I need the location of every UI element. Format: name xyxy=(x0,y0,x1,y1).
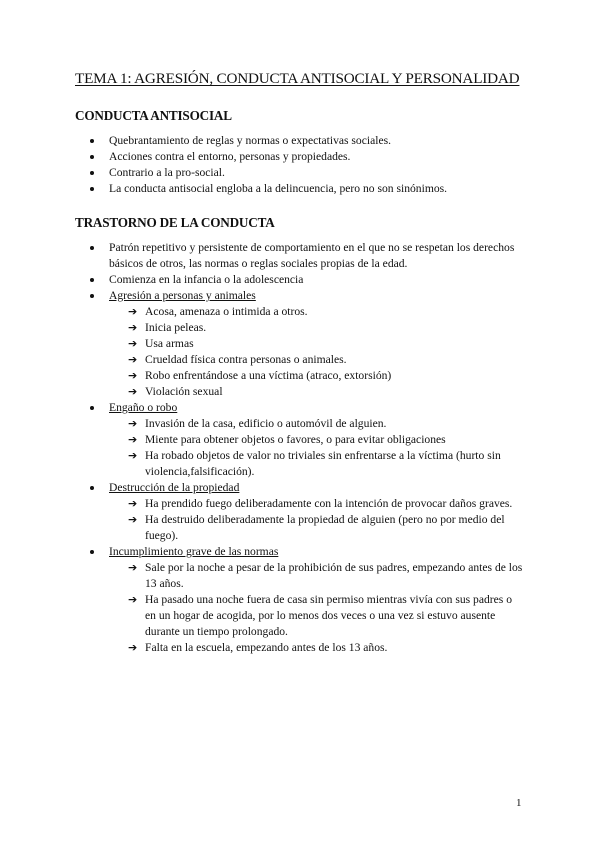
arrow-right-icon: ➔ xyxy=(128,305,138,318)
sub-list-item: ➔ Miente para obtener objetos o favores, o para evitar obligaciones xyxy=(128,433,446,446)
list-item-group-engano xyxy=(75,400,525,480)
sub-list-item: ➔ Crueldad física contra personas o animales. xyxy=(128,353,347,366)
list-item-group-incumplimiento xyxy=(75,544,525,656)
arrow-right-icon: ➔ xyxy=(128,449,138,462)
list-item-group-agresion xyxy=(75,288,525,400)
sub-list-item: ➔ Inicia peleas. xyxy=(128,321,207,334)
section-heading-conducta-antisocial: CONDUCTA ANTISOCIAL xyxy=(75,108,232,123)
arrow-right-icon: ➔ xyxy=(128,369,138,382)
bullet-list-conducta-antisocial xyxy=(75,133,525,197)
group-label-destruccion: Destrucción de la propiedad xyxy=(109,481,240,494)
sub-list-item: ➔ Acosa, amenaza o intimida a otros. xyxy=(128,305,308,318)
list-item: Acciones contra el entorno, personas y propiedades. xyxy=(75,149,525,165)
document-title: TEMA 1: AGRESIÓN, CONDUCTA ANTISOCIAL Y PERSONALIDAD xyxy=(75,70,520,87)
arrow-right-icon: ➔ xyxy=(128,561,138,574)
arrow-right-icon: ➔ xyxy=(128,497,138,510)
list-item: Comienza en la infancia o la adolescencia xyxy=(75,272,525,288)
sub-list-item: ➔ Ha destruido deliberadamente la propiedad de alguien (pero no por medio del fuego). xyxy=(128,513,505,542)
list-item: La conducta antisocial engloba a la delincuencia, pero no son sinónimos. xyxy=(75,181,525,197)
arrow-right-icon: ➔ xyxy=(128,417,138,430)
bullet-list-trastorno-conducta xyxy=(75,240,525,656)
sub-list-engano xyxy=(109,416,525,480)
sub-list-item: ➔ Ha prendido fuego deliberadamente con la intención de provocar daños graves. xyxy=(128,497,513,510)
sub-list-item: ➔ Invasión de la casa, edificio o automóvil de alguien. xyxy=(128,417,387,430)
arrow-right-icon: ➔ xyxy=(128,433,138,446)
sub-list-item: ➔ Usa armas xyxy=(128,337,194,350)
sub-list-item: ➔ Violación sexual xyxy=(128,385,223,398)
sub-list-item: ➔ Sale por la noche a pesar de la prohibición de sus padres, empezando antes de los 13 años. xyxy=(128,561,523,590)
arrow-right-icon: ➔ xyxy=(128,321,138,334)
sub-list-destruccion xyxy=(109,496,525,544)
section-heading-trastorno-conducta: TRASTORNO DE LA CONDUCTA xyxy=(75,215,275,230)
arrow-right-icon: ➔ xyxy=(128,641,138,654)
arrow-right-icon: ➔ xyxy=(128,353,138,366)
list-item: Patrón repetitivo y persistente de comportamiento en el que no se respetan los derechos básicos de otros, las normas o reglas sociales propias de la edad. xyxy=(75,240,525,272)
page-number: 1 xyxy=(516,797,522,809)
list-item-group-destruccion xyxy=(75,480,525,544)
list-item: Quebrantamiento de reglas y normas o expectativas sociales. xyxy=(75,133,525,149)
arrow-right-icon: ➔ xyxy=(128,513,138,526)
arrow-right-icon: ➔ xyxy=(128,337,138,350)
group-label-incumplimiento: Incumplimiento grave de las normas xyxy=(109,545,279,558)
sub-list-agresion xyxy=(109,304,525,400)
sub-list-item: ➔ Ha robado objetos de valor no triviales sin enfrentarse a la víctima (hurto sin violencia,falsificación). xyxy=(128,449,501,478)
sub-list-incumplimiento xyxy=(109,560,525,656)
group-label-agresion: Agresión a personas y animales xyxy=(109,289,256,302)
arrow-right-icon: ➔ xyxy=(128,593,138,606)
group-label-engano: Engaño o robo xyxy=(109,401,178,414)
list-item: Contrario a la pro-social. xyxy=(75,165,525,181)
sub-list-item: ➔ Falta en la escuela, empezando antes de los 13 años. xyxy=(128,641,388,654)
arrow-right-icon: ➔ xyxy=(128,385,138,398)
sub-list-item: ➔ Robo enfrentándose a una víctima (atraco, extorsión) xyxy=(128,369,392,382)
sub-list-item: ➔ Ha pasado una noche fuera de casa sin permiso mientras vivía con sus padres o en un hogar de acogida, por lo menos dos veces o una vez si estuvo ausente durante un tiempo prolongado. xyxy=(128,593,513,638)
